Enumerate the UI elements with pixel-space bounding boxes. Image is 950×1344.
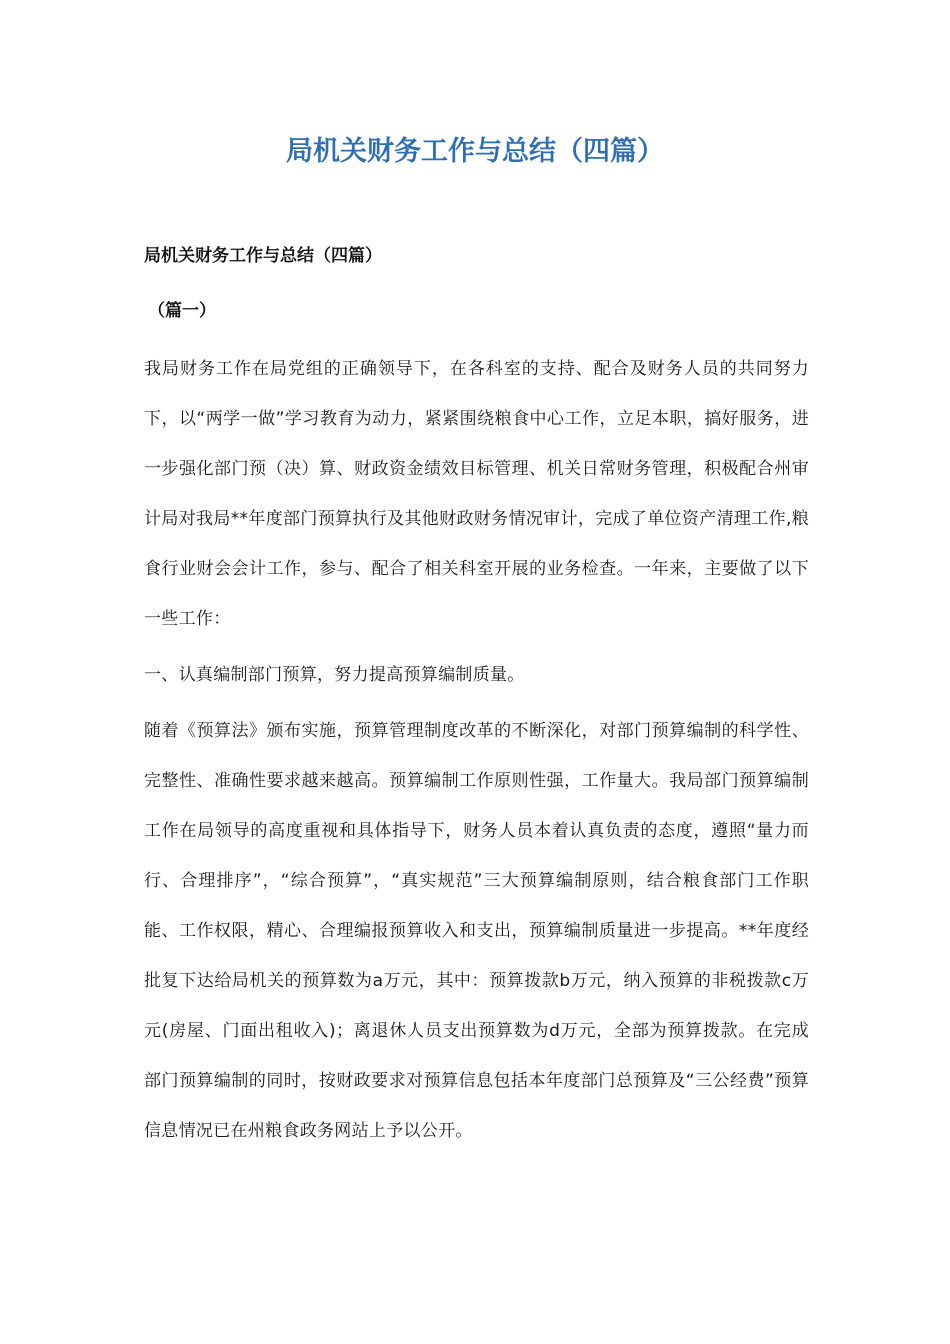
part-label: （篇一）: [148, 301, 216, 321]
document-body: [144, 244, 809, 1156]
section-heading: 局机关财务工作与总结（四篇）: [144, 246, 382, 266]
document-title: 局机关财务工作与总结（四篇）: [286, 136, 664, 167]
section-heading-paragraph: 一、认真编制部门预算，努力提高预算编制质量。: [144, 665, 525, 685]
body-paragraph: 随着《预算法》颁布实施，预算管理制度改革的不断深化，对部门预算编制的科学性、完整性、准确性要求越来越高。预算编制工作原则性强，工作量大。我局部门预算编制工作在局领导的高度重视和具体指导下，财务人员本着认真负责的态度，遵照“量力而行、合理排序”，“综合预算”，“真实规范”三大预算编制原则，结合粮食部门工作职能、工作权限，精心、合理编报预算收入和支出，预算编制质量进一步提高。**年度经批复下达给局机关的预算数为a万元，其中：预算拨款b万元，纳入预算的非税拨款c万元(房屋、门面出租收入)；离退休人员支出预算数为d万元，全部为预算拨款。在完成部门预算编制的同时，按财政要求对预算信息包括本年度部门总预算及“三公经费”预算信息情况已在州粮食政务网站上予以公开。: [144, 721, 809, 1141]
body-paragraph: 我局财务工作在局党组的正确领导下，在各科室的支持、配合及财务人员的共同努力下，以“两学一做”学习教育为动力，紧紧围绕粮食中心工作，立足本职，搞好服务，进一步强化部门预（决）算、财政资金绩效目标管理、机关日常财务管理，积极配合州审计局对我局**年度部门预算执行及其他财政财务情况审计，完成了单位资产清理工作,粮食行业财会会计工作，参与、配合了相关科室开展的业务检查。一年来，主要做了以下一些工作：: [144, 359, 809, 629]
